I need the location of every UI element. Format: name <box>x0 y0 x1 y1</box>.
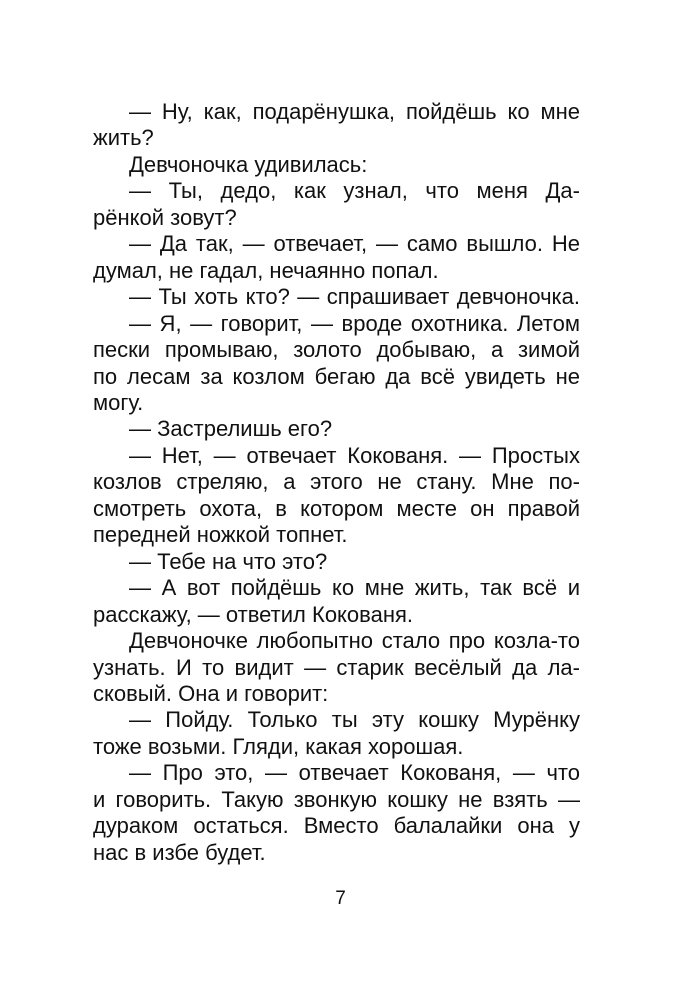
text-line: — А вот пойдёшь ко мне жить, так всё и <box>129 575 580 601</box>
text-line: сковый. Она и говорит: <box>93 680 329 706</box>
text-line: — Ты, дедо, как узнал, что меня Да- <box>129 178 580 204</box>
paragraph <box>93 416 580 442</box>
text-line: козлов стреляю, а этого не стану. Мне по- <box>93 469 580 495</box>
text-line: — Тебе на что это? <box>129 548 328 574</box>
text-line: нас в избе будет. <box>93 839 266 865</box>
page-number: 7 <box>335 888 346 909</box>
text-line: — Про это, — отвечает Кокованя, — что <box>129 760 580 786</box>
paragraph <box>93 575 580 628</box>
paragraph <box>93 707 580 760</box>
page-text <box>93 99 580 866</box>
text-line: — Застрелишь его? <box>129 416 333 442</box>
paragraph <box>93 443 580 549</box>
paragraph <box>93 760 580 866</box>
text-line: — Ты хоть кто? — спрашивает девчоночка. <box>129 284 580 310</box>
text-line: могу. <box>93 389 144 415</box>
text-line: — Нет, — отвечает Кокованя. — Простых <box>129 442 580 468</box>
text-line: рёнкой зовут? <box>93 204 237 230</box>
text-line: Девчоночка удивилась: <box>129 151 368 177</box>
text-line: узнать. И то видит — старик весёлый да ла- <box>93 654 580 680</box>
paragraph <box>93 178 580 231</box>
text-line: тоже возьми. Гляди, какая хорошая. <box>93 733 464 759</box>
text-line: Девчоночке любопытно стало про козла-то <box>129 628 580 654</box>
paragraph <box>93 311 580 417</box>
paragraph <box>93 231 580 284</box>
paragraph <box>93 99 580 152</box>
text-line: — Да так, — отвечает, — само вышло. Не <box>129 231 580 257</box>
paragraph <box>93 628 580 707</box>
text-line: пески промываю, золото добываю, а зимой <box>93 337 580 363</box>
text-line: дураком остаться. Вместо балалайки она у <box>93 813 580 839</box>
text-line: по лесам за козлом бегаю да всё увидеть не <box>93 363 580 389</box>
text-line: — Я, — говорит, — вроде охотника. Летом <box>129 310 580 336</box>
paragraph <box>93 152 580 178</box>
text-line: — Ну, как, подарёнушка, пойдёшь ко мне <box>129 99 580 124</box>
text-line: расскажу, — ответил Кокованя. <box>93 601 414 627</box>
text-line: и говорить. Такую звонкую кошку не взять — <box>93 786 580 812</box>
text-line: передней ножкой топнет. <box>93 522 348 548</box>
paragraph <box>93 549 580 575</box>
text-line: — Пойду. Только ты эту кошку Мурёнку <box>129 707 580 733</box>
text-line: смотреть охота, в котором месте он правой <box>93 495 580 521</box>
text-line: жить? <box>93 125 154 151</box>
paragraph <box>93 284 580 310</box>
text-line: думал, не гадал, нечаянно попал. <box>93 257 439 283</box>
